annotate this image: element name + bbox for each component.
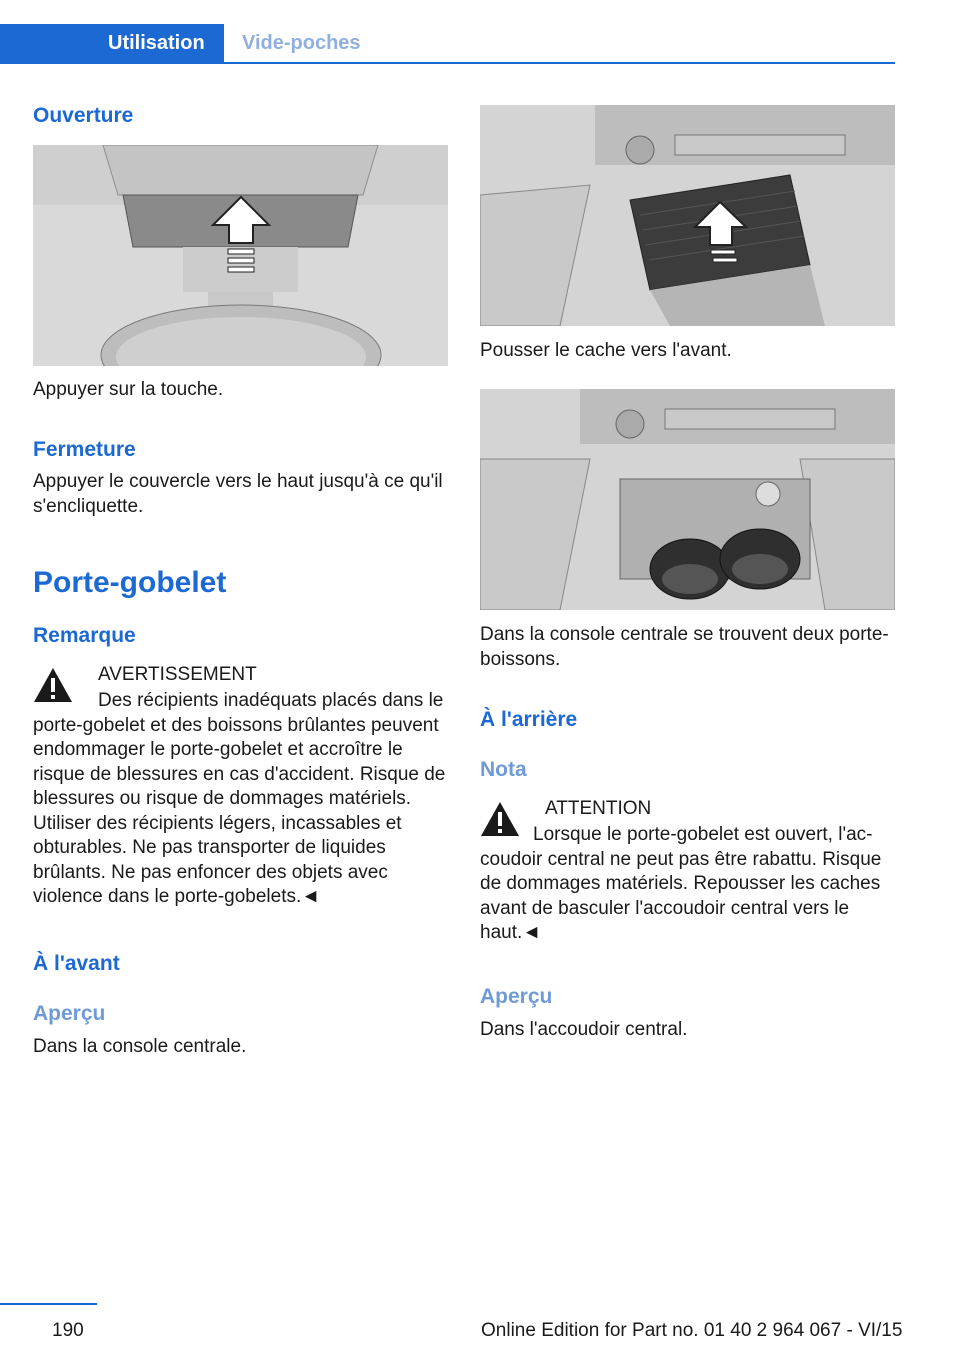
caption-cup-holders: Dans la console centrale se trouvent deux porte-boissons.	[480, 624, 889, 670]
apercu-text-left: Dans la console centrale.	[33, 1036, 247, 1057]
remarque-heading: Remarque	[33, 624, 136, 647]
attention-text: Lorsque le porte-gobelet est ouvert, l'accoudoir central ne peut pas être rabattu. Risque de dommages matériels. Repousser les caches avant de basculer l'accoudoir central vers le haut.◄	[480, 824, 882, 943]
tab-vide-poches[interactable]: Vide-poches	[242, 32, 361, 54]
nota-heading: Nota	[480, 758, 527, 781]
edition-text: Online Edition for Part no. 01 40 2 964 067 - VI/15	[481, 1320, 903, 1341]
caption-push-cover: Pousser le cache vers l'avant.	[480, 340, 732, 361]
attention-title: ATTENTION	[545, 798, 652, 819]
apercu-text-right: Dans l'accoudoir central.	[480, 1019, 688, 1040]
figure-console-cover	[480, 105, 895, 326]
fermeture-heading: Fermeture	[33, 438, 136, 461]
ouverture-caption: Appuyer sur la touche.	[33, 379, 224, 400]
fermeture-text: Appuyer le couvercle vers le haut jusqu'à ce qu'il s'encliquette.	[33, 471, 443, 517]
warning-text: Des récipients inadéquats placés dans le porte-gobelet et des boissons brûlantes peuvent endommager le porte-gobelet et accroître le risque de blessures en cas d'accident. Risque de blessures ou risque de dommages matériels. Utiliser des récipients légers, incassables et obturables. Ne pas transporter de liquides brûlants. Ne pas enfoncer des objets avec violence dans le porte-gobelets.◄	[33, 690, 446, 907]
tab-utilisation[interactable]: Utilisation	[0, 24, 224, 62]
apercu-heading-left: Aperçu	[33, 1002, 106, 1025]
avant-heading: À l'avant	[33, 952, 120, 975]
figure-cup-holders	[480, 389, 895, 610]
warning-title: AVERTISSEMENT	[98, 664, 257, 685]
footer-accent-line	[0, 1303, 97, 1305]
ouverture-heading: Ouverture	[33, 104, 134, 127]
section-title: Porte-gobelet	[33, 566, 227, 599]
figure-overhead-console	[33, 145, 448, 366]
page-number: 190	[52, 1320, 84, 1341]
header-tabs	[0, 24, 895, 64]
arriere-heading: À l'arrière	[480, 708, 578, 731]
apercu-heading-right: Aperçu	[480, 985, 553, 1008]
